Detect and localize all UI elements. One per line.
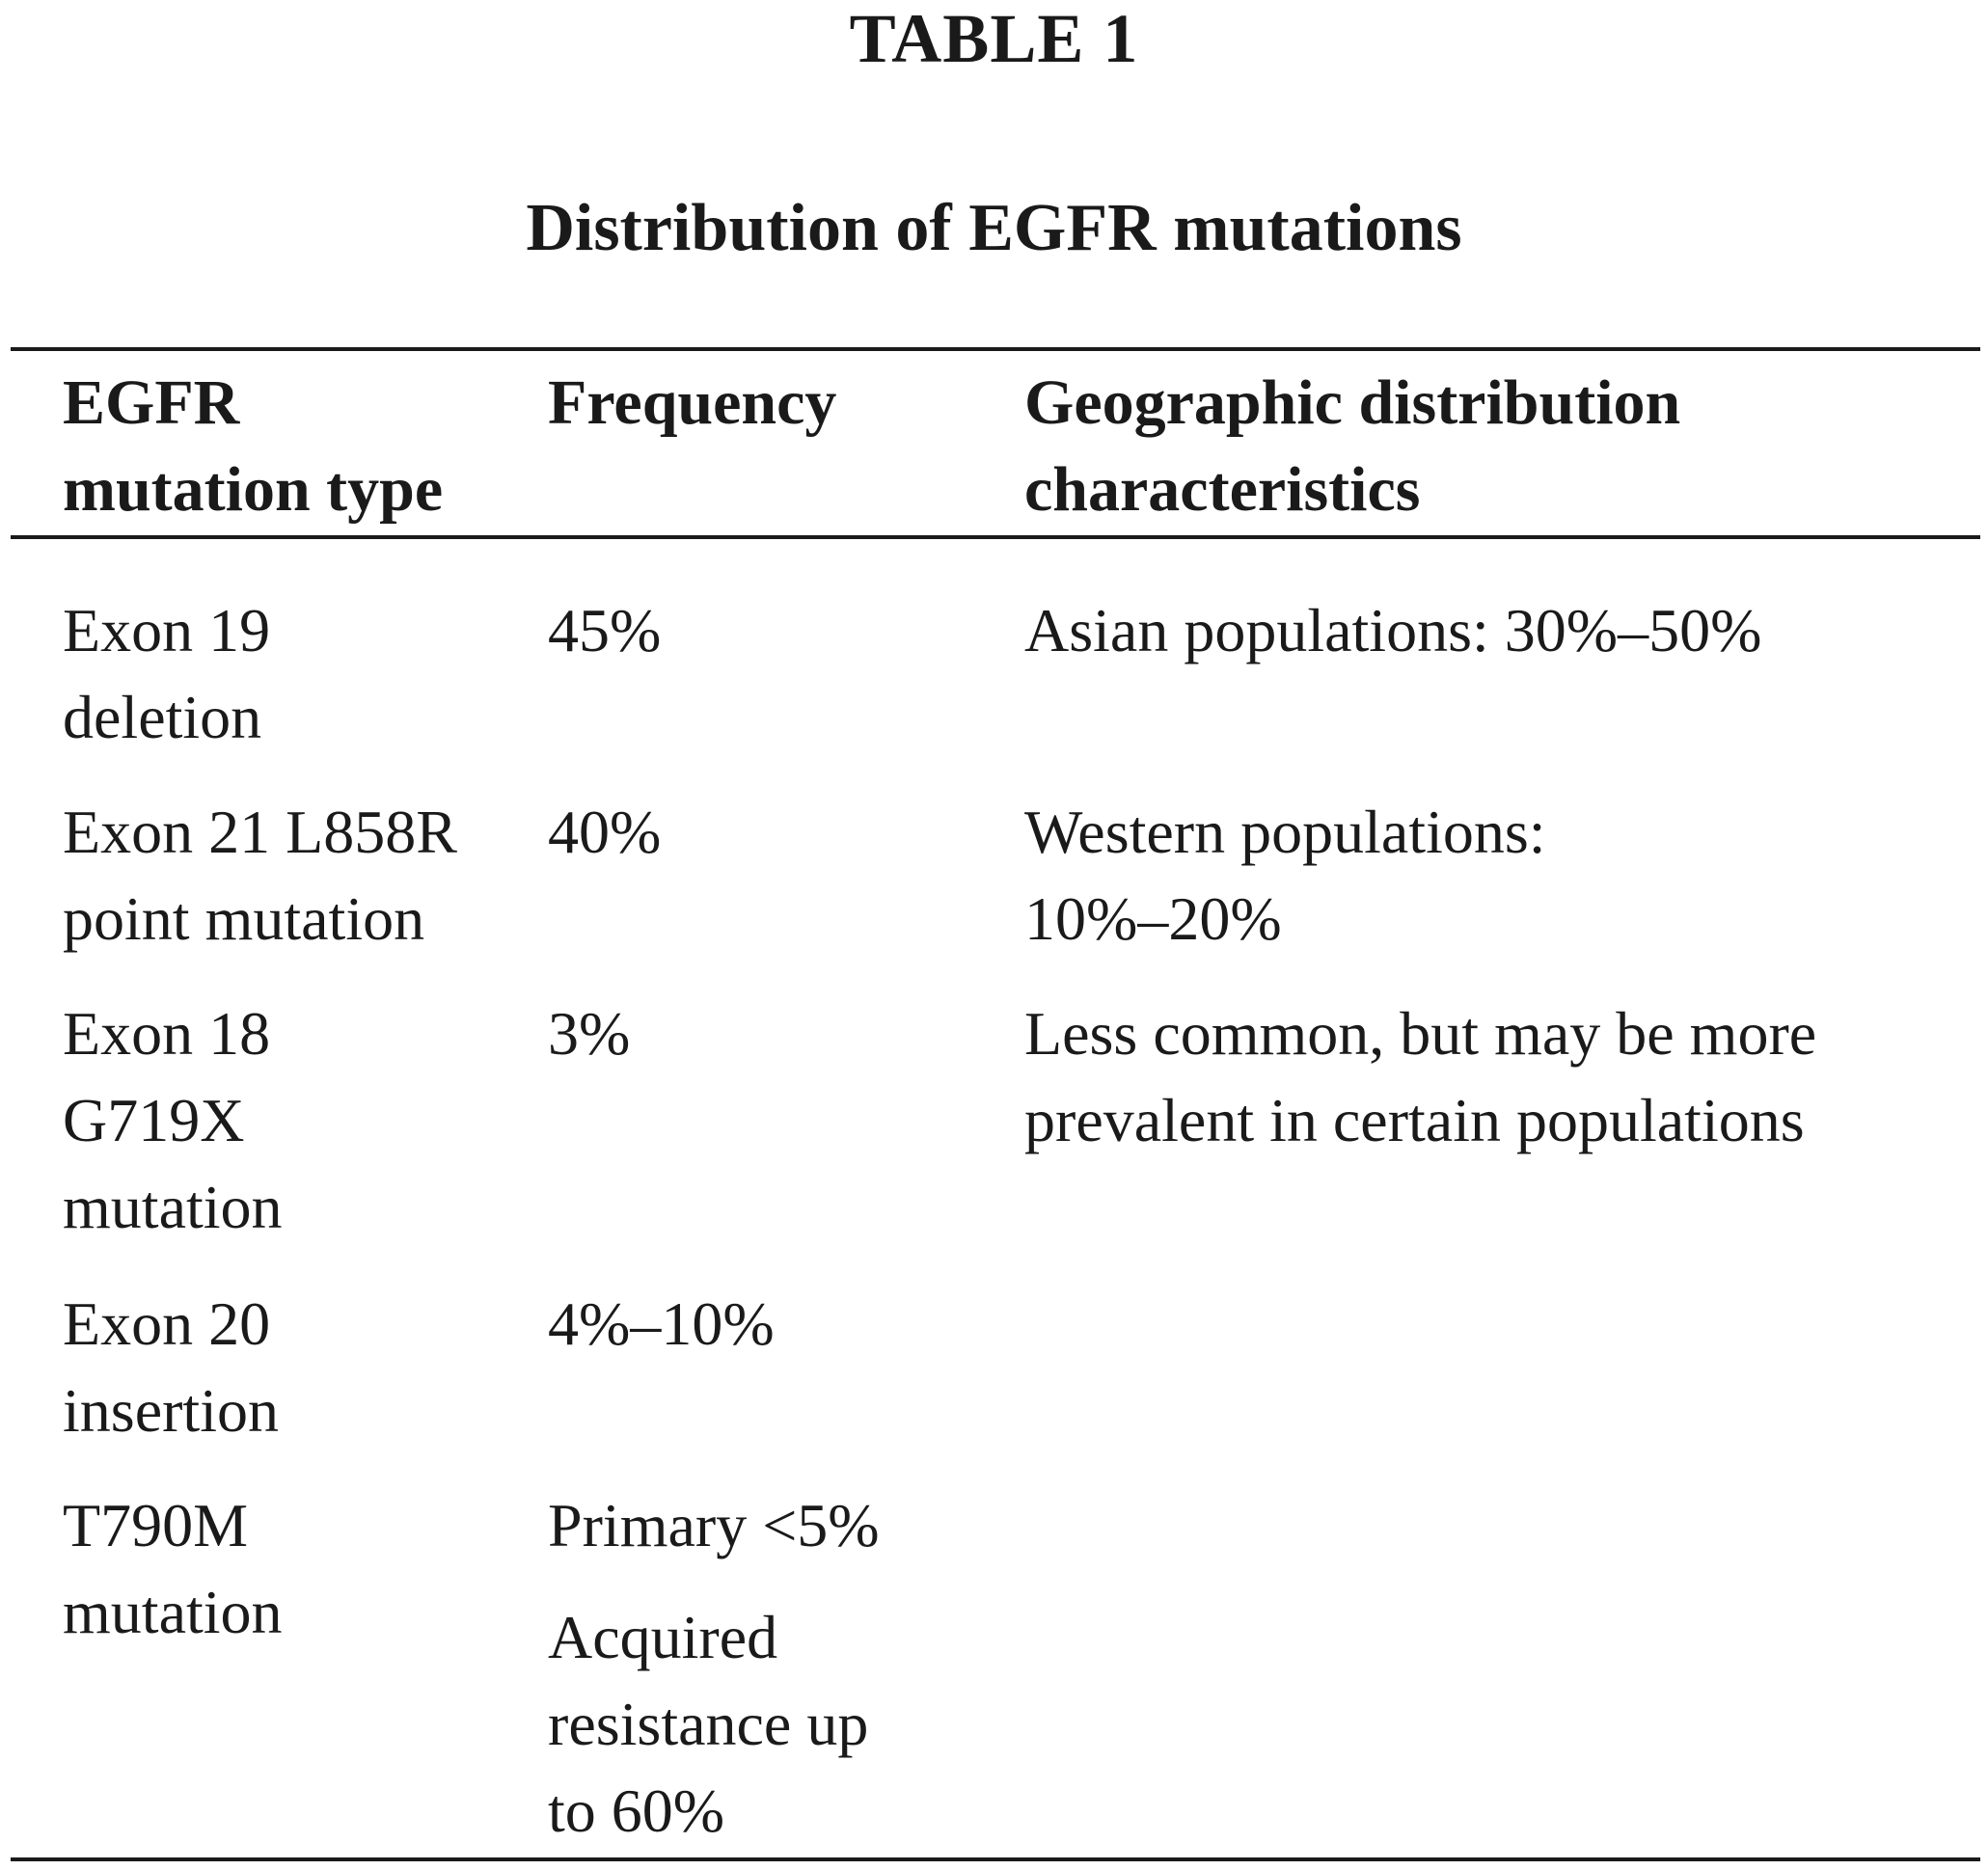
cell-line: 4%–10% (548, 1289, 775, 1358)
header-line: EGFR (63, 367, 240, 438)
table-label: TABLE 1 (849, 0, 1139, 77)
cell-line: Less common, but may be more (1024, 999, 1817, 1068)
row-2-frequency (548, 789, 661, 876)
cell-line: 10%–20% (1024, 884, 1282, 953)
row-2-mutation-type (63, 789, 457, 962)
cell-line: Exon 19 (63, 596, 271, 664)
table-top-rule (11, 347, 1980, 351)
header-mutation-type (63, 360, 443, 533)
table-caption: Distribution of EGFR mutations (526, 191, 1462, 265)
row-3-frequency (548, 990, 630, 1077)
row-4-frequency (548, 1281, 775, 1368)
cell-line: 40% (548, 798, 662, 866)
table-header-rule (11, 535, 1980, 539)
row-5-frequency-acquired (548, 1594, 868, 1855)
row-1-mutation-type (63, 587, 270, 761)
row-5-mutation-type (63, 1482, 283, 1656)
cell-line: Exon 18 (63, 999, 271, 1068)
cell-line: insertion (63, 1376, 279, 1445)
row-3-geographic (1024, 990, 1816, 1164)
cell-line: Acquired (548, 1603, 778, 1671)
cell-line: prevalent in certain populations (1024, 1086, 1805, 1154)
table-bottom-rule (11, 1857, 1980, 1861)
header-frequency (548, 360, 836, 447)
row-1-frequency (548, 587, 661, 674)
header-line: mutation type (63, 454, 444, 525)
header-line: Frequency (548, 367, 837, 438)
cell-line: point mutation (63, 884, 425, 953)
header-line: characteristics (1024, 454, 1421, 525)
cell-line: G719X (63, 1086, 245, 1154)
row-2-geographic (1024, 789, 1546, 962)
row-3-mutation-type (63, 990, 283, 1251)
cell-line: Western populations: (1024, 798, 1546, 866)
row-1-geographic (1024, 587, 1761, 674)
cell-line: Asian populations: 30%–50% (1024, 596, 1762, 664)
cell-line: deletion (63, 683, 262, 751)
cell-line: T790M (63, 1491, 248, 1559)
cell-line: Exon 21 L858R (63, 798, 457, 866)
cell-line: resistance up (548, 1690, 869, 1758)
cell-line: 45% (548, 596, 662, 664)
cell-line: Exon 20 (63, 1289, 271, 1358)
row-5-frequency (548, 1482, 880, 1569)
header-line: Geographic distribution (1024, 367, 1681, 438)
cell-line: 3% (548, 999, 631, 1068)
header-geographic (1024, 360, 1680, 533)
cell-line: to 60% (548, 1776, 725, 1845)
cell-line: Primary <5% (548, 1491, 880, 1559)
cell-line: mutation (63, 1578, 283, 1646)
cell-line: mutation (63, 1173, 283, 1241)
row-4-mutation-type (63, 1281, 279, 1454)
